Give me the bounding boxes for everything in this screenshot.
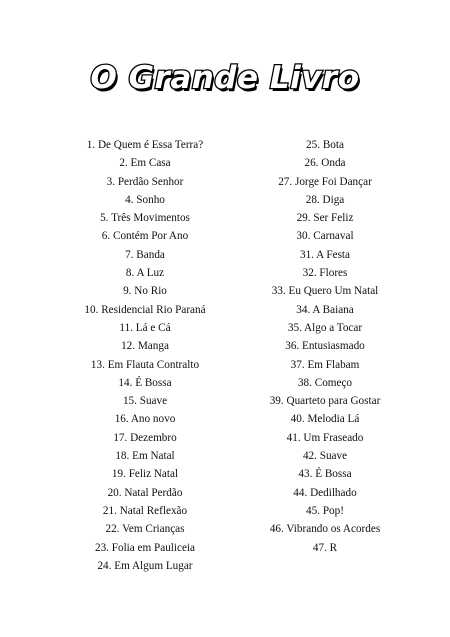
list-item: 26. Onda	[304, 157, 346, 170]
list-item: 28. Diga	[305, 193, 345, 206]
list-item: 33. Eu Quero Um Natal	[271, 285, 379, 298]
list-item: 36. Entusiasmado	[285, 340, 365, 353]
list-item: 19. Feliz Natal	[111, 468, 179, 481]
list-item: 43. É Bossa	[298, 468, 352, 481]
list-item: 22. Vem Crianças	[105, 523, 185, 536]
list-item: 31. A Festa	[299, 248, 351, 261]
list-item: 14. É Bossa	[118, 376, 172, 389]
list-item: 42. Suave	[302, 450, 348, 463]
list-item: 10. Residencial Rio Paraná	[84, 303, 206, 316]
list-item: 5. Três Movimentos	[100, 212, 190, 225]
list-item: 25. Bota	[306, 139, 344, 151]
list-item: 35. Algo a Tocar	[287, 321, 363, 334]
list-item: 12. Manga	[121, 340, 169, 353]
list-item: 39. Quarteto para Gostar	[269, 395, 381, 408]
list-item: 15. Suave	[122, 395, 168, 408]
list-item: 16. Ano novo	[114, 413, 176, 426]
list-item: 21. Natal Reflexão	[102, 504, 188, 517]
list-item: 6. Contém Por Ano	[101, 230, 189, 243]
list-item: 8. A Luz	[125, 267, 165, 280]
list-item: 45. Pop!	[306, 504, 344, 517]
list-item: 13. Em Flauta Contralto	[90, 358, 200, 371]
page-title: O Grande Livro	[90, 60, 360, 96]
list-item: 38. Começo	[297, 376, 353, 389]
list-item: 1. De Quem é Essa Terra?	[86, 139, 204, 151]
list-item: 47. R	[312, 541, 338, 554]
track-list-left	[60, 136, 230, 575]
list-item: 34. A Baiana	[296, 303, 354, 316]
track-list-right	[240, 136, 410, 557]
list-item: 11. Lá e Cá	[119, 321, 171, 334]
list-item: 46. Vibrando os Acordes	[269, 523, 381, 536]
list-item: 3. Perdão Senhor	[106, 175, 184, 188]
list-item: 32. Flores	[302, 267, 348, 280]
list-item: 20. Natal Perdão	[107, 486, 183, 499]
list-item: 9. No Rio	[123, 285, 167, 298]
list-item: 29. Ser Feliz	[296, 212, 354, 225]
list-item: 7. Banda	[125, 248, 165, 261]
list-item: 41. Um Fraseado	[286, 431, 364, 444]
list-item: 30. Carnaval	[296, 230, 354, 243]
list-item: 23. Folia em Pauliceia	[94, 541, 196, 554]
list-item: 27. Jorge Foi Dançar	[278, 175, 372, 188]
list-item: 4. Sonho	[125, 193, 165, 206]
list-item: 24. Em Algum Lugar	[97, 559, 193, 572]
list-item: 17. Dezembro	[113, 431, 177, 444]
list-item: 40. Melodia Lá	[290, 413, 360, 426]
list-item: 44. Dedilhado	[293, 486, 357, 499]
list-item: 37. Em Flabam	[290, 358, 360, 371]
list-item: 18. Em Natal	[115, 450, 175, 463]
list-item: 2. Em Casa	[119, 157, 171, 170]
